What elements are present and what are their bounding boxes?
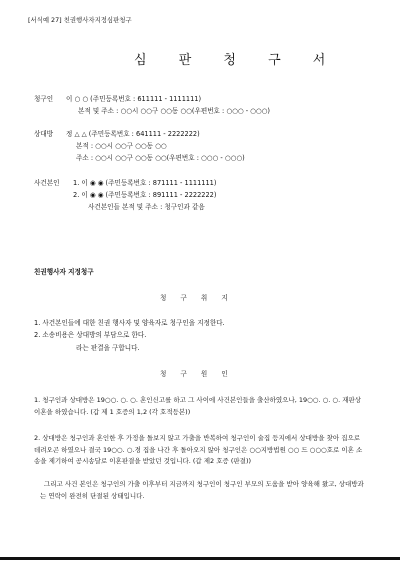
respondent-address-line: 주소 : ○○시 ○○구 ○○동 ○○(우편번호 : ○○○ - ○○○) [76, 154, 245, 162]
claimant-name-line: 이 ○ ○ (주민등록번호 : 611111 - 1111111) [66, 95, 202, 103]
purpose-item-2: 2. 소송비용은 상대방의 부담으로 한다. [34, 331, 147, 339]
reason-paragraph-3: 그리고 사건 본인은 청구인의 가출 이후부터 지금까지 청구인이 청구인 부모의 도움을 받아 양육해 왔고, 상대방과는 연락이 완전히 단절된 상태입니다. [40, 480, 364, 500]
principal-1-line: 1. 이 ◉ ◉ (주민등록번호 : 871111 - 1111111) [73, 179, 217, 187]
bottom-rule [0, 557, 400, 560]
form-label: [서식예 27] 친권행사자지정심판청구 [28, 16, 132, 24]
purpose-heading: 청 구 취 지 [160, 294, 234, 302]
case-name: 친권행사자 지정청구 [34, 268, 94, 276]
purpose-item-1: 1. 사건본인들에 대한 친권 행사자 및 양육자로 청구인을 지정한다. [34, 319, 225, 327]
reasons-heading: 청 구 원 인 [160, 370, 234, 378]
principals-address-line: 사건본인들 본적 및 주소 : 청구인과 같음 [88, 203, 205, 211]
respondent-name-line: 정 △ △ (주민등록번호 : 641111 - 2222222) [66, 130, 200, 138]
purpose-conclusion: 라는 판결을 구합니다. [76, 344, 140, 352]
respondent-domicile-line: 본적 : ○○시 ○○구 ○○동 ○○ [76, 142, 167, 150]
principals-label: 사건본인 [34, 179, 60, 187]
document-title: 심 판 청 구 서 [134, 53, 340, 68]
claimant-label: 청구인 [34, 95, 54, 103]
reason-paragraph-2: 2. 상대방은 청구인과 혼인한 후 가정을 돌보지 않고 가출을 반복하여 청구인이 술집 등지에서 상대방을 찾아 집으로 데려오곤 하였으나 결국 19○○. ○.경 집을 나간 후 돌아오지 않아 청구인은 ○○지방법원 ○○ 드 ○○○호로 이혼 소송을 제기하여 공시송달로 이혼판결을 받았던 것입니다. (갑 제2 호증 (판결)) [34, 434, 363, 465]
principal-2-line: 2. 이 ◉ ◉ (주민등록번호 : 891111 - 2222222) [73, 191, 217, 199]
reason-paragraph-1: 1. 청구인과 상대방은 19○○. ○. ○. 혼인신고를 하고 그 사이에 사건본인들을 출산하였으나, 19○○. ○. ○. 재판상 이혼을 하였습니다. (갑 제 1 호증의 1,2 (각 호적등본)) [34, 396, 362, 416]
respondent-label: 상대방 [34, 130, 54, 138]
claimant-address-line: 본적 및 주소 : ○○시 ○○구 ○○동 ○○(우편번호 : ○○○ - ○○○) [78, 107, 271, 115]
